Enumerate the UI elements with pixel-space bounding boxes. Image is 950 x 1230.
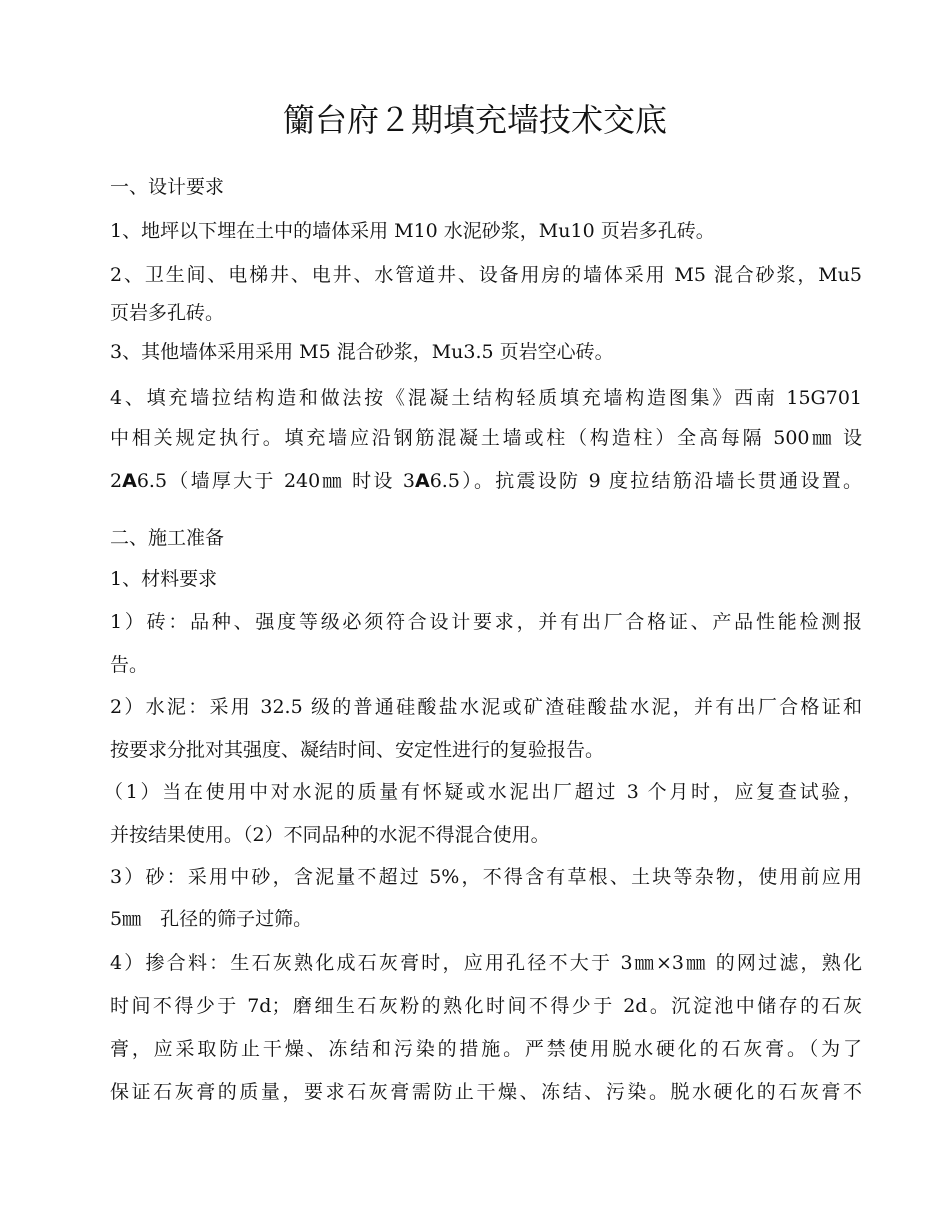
paragraph-line: 并按结果使用。（2）不同品种的水泥不得混合使用。 xyxy=(110,824,550,846)
paragraph-line-rebar xyxy=(110,468,862,494)
paragraph-line: 3、其他墙体采用采用 M5 混合砂浆，Mu3.5 页岩空心砖。 xyxy=(110,341,614,363)
paragraph-line: 按要求分批对其强度、凝结时间、安定性进行的复验报告。 xyxy=(110,739,605,761)
rebar-grade-symbol: A xyxy=(122,470,137,492)
text: 6.5）。抗震设防 9 度拉结筋沿墙长贯通设置。 xyxy=(429,470,862,492)
text: 2 xyxy=(110,470,123,492)
paragraph-line: 5㎜ 孔径的筛子过筛。 xyxy=(110,908,313,930)
paragraph-line: 页岩多孔砖。 xyxy=(110,302,225,324)
text: 6.5（墙厚大于 240㎜ 时设 3 xyxy=(136,470,415,492)
paragraph-line: 2）水泥：采用 32.5 级的普通硅酸盐水泥或矿渣硅酸盐水泥，并有出厂合格证和 xyxy=(110,696,862,718)
paragraph-line: 3）砂：采用中砂，含泥量不超过 5%，不得含有草根、土块等杂物，使用前应用 xyxy=(110,866,862,888)
paragraph-line: 2、卫生间、电梯井、电井、水管道井、设备用房的墙体采用 M5 混合砂浆，Mu5 xyxy=(110,264,862,286)
paragraph-line: 4）掺合料：生石灰熟化成石灰膏时，应用孔径不大于 3㎜×3㎜ 的网过滤，熟化 xyxy=(110,952,862,974)
document-title: 籣台府２期填充墙技术交底 xyxy=(282,101,667,139)
paragraph-line: 时间不得少于 7d；磨细生石灰粉的熟化时间不得少于 2d。沉淀池中储存的石灰 xyxy=(110,995,862,1017)
paragraph-line: 4、填充墙拉结构造和做法按《混凝土结构轻质填充墙构造图集》西南 15G701 xyxy=(110,387,862,409)
rebar-grade-symbol: A xyxy=(415,470,430,492)
paragraph-line: 1、地坪以下埋在土中的墙体采用 M10 水泥砂浆，Mu10 页岩多孔砖。 xyxy=(110,220,715,242)
paragraph-line: 中相关规定执行。填充墙应沿钢筋混凝土墙或柱（构造柱）全高每隔 500㎜ 设 xyxy=(110,427,862,449)
paragraph-line: （1）当在使用中对水泥的质量有怀疑或水泥出厂超过 3 个月时，应复查试验， xyxy=(104,781,862,803)
paragraph-line: 告。 xyxy=(110,654,149,676)
paragraph-line: 膏，应采取防止干燥、冻结和污染的措施。严禁使用脱水硬化的石灰膏。（为了 xyxy=(110,1038,862,1060)
section-heading: 一、设计要求 xyxy=(110,176,225,198)
paragraph-line: 保证石灰膏的质量，要求石灰膏需防止干燥、冻结、污染。脱水硬化的石灰膏不 xyxy=(110,1081,862,1103)
section-heading: 二、施工准备 xyxy=(110,527,225,549)
paragraph-line: 1）砖：品种、强度等级必须符合设计要求，并有出厂合格证、产品性能检测报 xyxy=(110,611,862,633)
subsection-heading: 1、材料要求 xyxy=(110,568,218,590)
